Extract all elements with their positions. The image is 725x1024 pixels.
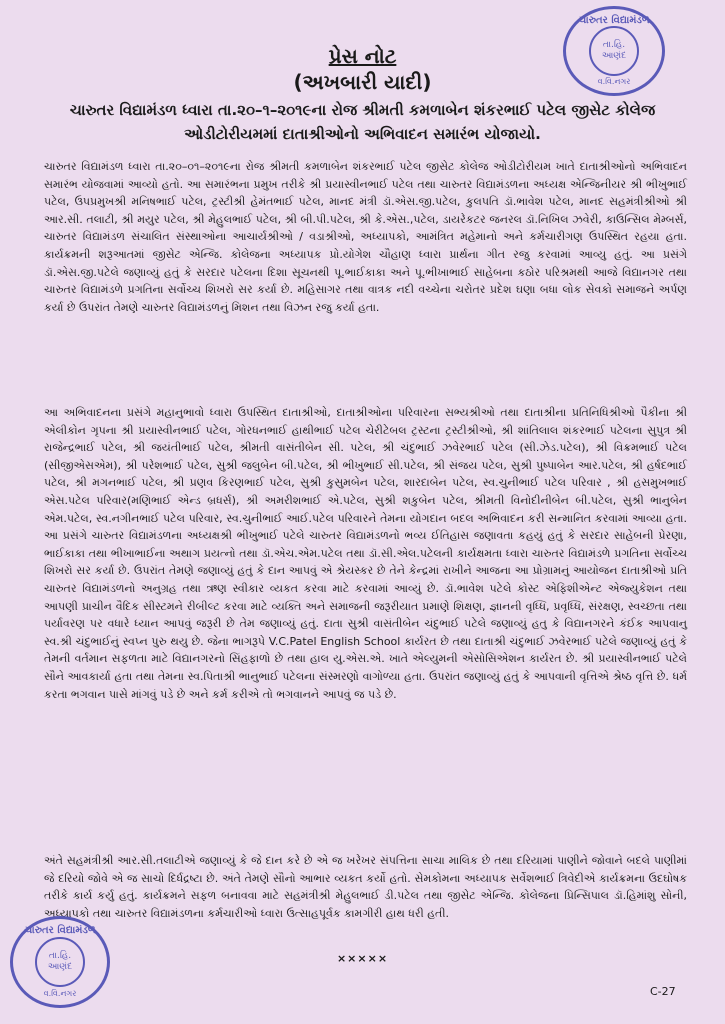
page-code: C-27 (650, 985, 676, 998)
stamp-center-line-1: તા.હિ. (48, 951, 72, 961)
closing-mark: ××××× (336, 952, 389, 965)
institution-seal-stamp-bottom (10, 916, 110, 1008)
body-paragraph-3: અંતે સહમંત્રીશ્રી આર.સી.તલાટીએ જણાવ્યું કે જે દાન કરે છે એ જ ખરેખર સંપત્તિના સાચા માલિક છે તથા દરિયામાં પાણીને જોવાને બદલે પાણીમાં જે દરિયો જોવે એ જ સાચો દિર્ધદ્રષ્ટા છે. અંતે તેમણે સૌનો આભાર વ્યકત કર્યો હતો. સેમકોમના અધ્યાપક સર્વેશભાઈ ત્રિવેદીએ કાર્યક્રમના ઉદઘોષક તરીકે કાર્ય કર્યુ હતું. કાર્યક્રમને સફળ બનાવવા માટે સહમંત્રીશ્રી મેહુલભાઈ ડી.પટેલ તથા જીસેટ એન્જિ. કોલેજના પ્રિન્સિપાલ ડૉ.હિમાંશુ સોની, અધ્યાપકો તથા ચારુતર વિદ્યામંડળના કર્મચારીઓ ધ્વારા ઉત્સાહપૂર્વક કામગીરી હાથ ધરી હતી. (44, 854, 687, 920)
stamp-ring-bottom-text: વ.વિ.નગર (597, 77, 631, 86)
stamp-ring-bottom-text: વ.વિ.નગર (43, 989, 77, 998)
stamp-center (35, 937, 85, 987)
page-title: પ્રેસ નોટ (328, 44, 397, 68)
stamp-center-line-2: આણંદ (47, 962, 73, 972)
stamp-center-line-2: આણંદ (601, 51, 627, 61)
stamp-center-line-1: તા.હિ. (602, 40, 626, 50)
body-paragraph-1: ચારુતર વિદ્યામંડળ ધ્વારા તા.૨૦–૦૧–૨૦૧૯ના રોજ શ્રીમતી કમળાબેન શંકરભાઈ પટેલ જીસેટ કોલેજ ઓડીટોરીયમ ખાતે દાતાશ્રીઓનો અભિવાદન સમારંભ યોજવામાં આવ્યો હતો. આ સમારંભના પ્રમુખ તરીકે શ્રી પ્રયાસ્વીનભાઈ પટેલ તથા ચારુતર વિદ્યામંડળના અધ્યક્ષ એન્જિનીયર શ્રી ભીખુભાઈ પટેલ, ઉપપ્રમુખશ્રી મનિષભાઈ પટેલ, ટ્રસ્ટીશ્રી હેમંતભાઈ પટેલ, માનદ મંત્રી ડૉ.એસ.જી.પટેલ, કુલપતિ ડૉ.ભાવેશ પટેલ, માનદ સહમંત્રીશ્રીઓ શ્રી આર.સી. તલાટી, શ્રી મયુર પટેલ, શ્રી મેહુલભાઈ પટેલ, શ્રી બી.પી.પટેલ, શ્રી કે.એસ.,પટેલ, ડાયરેકટર જનરલ ડૉ.નિખિલ ઝવેરી, કાઉન્સિલ મેમ્બર્સ, ચારુતર વિદ્યામંડળ સંચાલિત સંસ્થાઓના આચાર્યશ્રીઓ / વડાશ્રીઓ, અધ્યાપકો, આમંત્રિત મહેમાનો અને કર્મચારીગણ ઉપસ્થિત રહયા હતા. કાર્યક્રમની શરૂઆતમાં જીસેટ એન્જિ. કોલેજના અધ્યાપક પ્રો.યોગેશ ચૌહાણ ધ્વારા પ્રાર્થના ગીત રજુ કરવામાં આવ્યુ હતું. આ પ્રસંગે ડૉ.એસ.જી.પટેલે જણાવ્યું હતું કે સરદાર પટેલના દિશા સૂચનથી પૂ.ભાઈકાકા અને પૂ.ભીખાભાઈ સાહેબના કઠોર પરિશ્રમથી આજે વિદ્યાનગર તથા ચારુતર વિદ્યામંડળે પ્રગતિના સર્વોચ્ચ શિખરો સર કર્યા છે. મહિસાગર તથા વાત્રક નદી વચ્ચેના ચરોતર પ્રદેશ ઘણા બધા લોક સેવકો સમાજને અર્પણ કર્યા છે ઉપરાંત તેમણે ચારુતર વિદ્યામંડળનું મિશન તથા વિઝન રજુ કર્યા હતા. (44, 160, 687, 314)
headline: ચારુતર વિદ્યામંડળ ધ્વારા તા.૨૦–૧–૨૦૧૯ના રોજ શ્રીમતી કમળાબેન શંકરભાઈ પટેલ જીસેટ કોલેજ ઓડીટોરીયમમાં દાતાશ્રીઓનો અભિવાદન સમારંભ યોજાયો. (69, 101, 656, 143)
page-subtitle: (અખબારી યાદી) (293, 70, 432, 94)
stamp-ring-text: ચારુતર વિદ્યામંડળ (24, 925, 96, 936)
stamp-ring-text: ચારુતર વિદ્યામંડળ (578, 15, 650, 26)
body-paragraph-2: આ અભિવાદનના પ્રસંગે મહાનુભાવો ધ્વારા ઉપસ્થિત દાતાશ્રીઓ, દાતાશ્રીઓના પરિવારના સભ્યશ્રીઓ તથા દાતાશ્રીના પ્રતિનિધિશ્રીઓ પૈકીના શ્રી એલીકોન ગૃપના શ્રી પ્રયાસ્વીનભાઈ પટેલ, ગોરધનભાઈ હાથીભાઈ પટેલ ચેરીટેબલ ટ્રસ્ટના ટ્રસ્ટીશ્રીઓ, શ્રી શાંતિલાલ શંકરભાઈ પટેલના સુપુત્ર શ્રી રાજેન્દ્રભાઈ પટેલ, શ્રી જયંતીભાઈ પટેલ, શ્રીમતી વાસંતીબેન સી. પટેલ, શ્રી ચંદુભાઈ ઝવેરભાઈ પટેલ (સી.ઝેડ.પટેલ), શ્રી વિક્રમભાઈ પટેલ (સીજીએસએમ), શ્રી પરેશભાઈ પટેલ, સુશ્રી જલુબેન બી.પટેલ, શ્રી ભીખુભાઈ સી.પટેલ, શ્રી સંજય પટેલ, સુશ્રી પુષ્પાબેન આર.પટેલ, શ્રી હર્ષદભાઈ પટેલ, શ્રી મગનભાઈ પટેલ, શ્રી પ્રણવ કિરણભાઈ પટેલ, સુશ્રી કુસુમબેન પટેલ, શારદાબેન પટેલ, સ્વ.ચુનીભાઈ પટેલ પરિવાર , શ્રી હસમુખભાઈ એસ.પટેલ પરિવાર(મણિભાઈ એન્ડ બ્રધર્સ), શ્રી અમરીશભાઈ એ.પટેલ, સુશ્રી શકુબેન પટેલ, શ્રીમતી વિનોદીનીબેન બી.પટેલ, સુશ્રી ભાનુબેન એમ.પટેલ, સ્વ.નગીનભાઈ પટેલ પરિવાર, સ્વ.ચુનીભાઈ આઈ.પટેલ પરિવારને તેમના યોગદાન બદલ અભિવાદન કરી સન્માનિત કરવામાં આવ્યા હતા. આ પ્રસંગે ચારુતર વિદ્યામંડળના અધ્યક્ષશ્રી ભીખુભાઈ પટેલે ચારુતર વિદ્યામંડળનો ભવ્ય ઈતિહાસ જણાવતા કહયું હતું કે સરદાર સાહેબની પ્રેરણા, ભાઈકાકા તથા ભીખાભાઈના અથાગ પ્રયત્નો તથા ડૉ.એચ.એમ.પટેલ તથા ડૉ.સી.એલ.પટેલની કાર્યક્ષમતા ધ્વારા ચારુતર વિદ્યામંડળે પ્રગતિના સર્વોચ્ચ શિખરો સર કર્યા છે. ઉપરાંત તેમણે જણાવ્યું હતું કે દાન આપવું એ શ્રેયસ્કર છે તેને કેન્દ્રમાં રાખીને આજના આ પ્રોગ્રામનું આયોજન દાતાશ્રીઓ પ્રતિ ચારુતર વિદ્યામંડળનો અનુગ્રહ તથા ઋણ સ્વીકાર વ્યકત કરવા માટે કરવામાં આવ્યું છે. ડૉ.ભાવેશ પટેલે કોસ્ટ એફિશીએન્ટ એજ્યુકેશન તથા આપણી પ્રાચીન વૈદિક સીસ્ટમને રીબીલ્ટ કરવા માટે વ્યક્તિ અને સમાજની જરૂરીયાત પ્રમાણે શિક્ષણ, જ્ઞાનની વૃધ્ધિ, પ્રવૃધ્ધિ, સંરક્ષણ, સ્વચ્છતા તથા પર્યાવરણ પર વધારે ધ્યાન આપવું જરૂરી છે તેમ જણાવ્યું હતું. દાતા સુશ્રી વાસંતીબેન ચંદુભાઈ પટેલે જણાવ્યું હતુ કે વિદ્યાનગરને કંઈક આપવાનુ સ્વ.શ્રી ચંદુભાઈનું સ્વપ્ન પુરુ થયુ છે. જેના ભાગરૂપે V.C.Patel English School કાર્યરત છે તથા દાતાશ્રી ચંદુભાઈ ઝવેરભાઈ પટેલે જણાવ્યું હતું કે તેમની વર્તમાન સફળતા માટે વિદ્યાનગરનો સિંહફાળો છે તથા હાલ યુ.એસ.એ. ખાતે એલ્યુમની એસોસિએશન કાર્યરત છે. શ્રી પ્રયાસ્વીનભાઈ પટેલે સૌને આવકાર્યા હતા તથા તેમના સ્વ.પિતાશ્રી ભાનુભાઈ પટેલના સંસ્મરણો વાગોળ્યા હતા. ઉપરાંત જણાવ્યું હતું કે આપવાની વૃત્તિએ શ્રેષ્ઠ વૃત્તિ છે. ધર્મ કરતા ભગવાન પાસે માંગવું પડે છે અને કર્મ કરીએ તો ભગવાનને આપવું જ પડે છે. (44, 406, 687, 701)
